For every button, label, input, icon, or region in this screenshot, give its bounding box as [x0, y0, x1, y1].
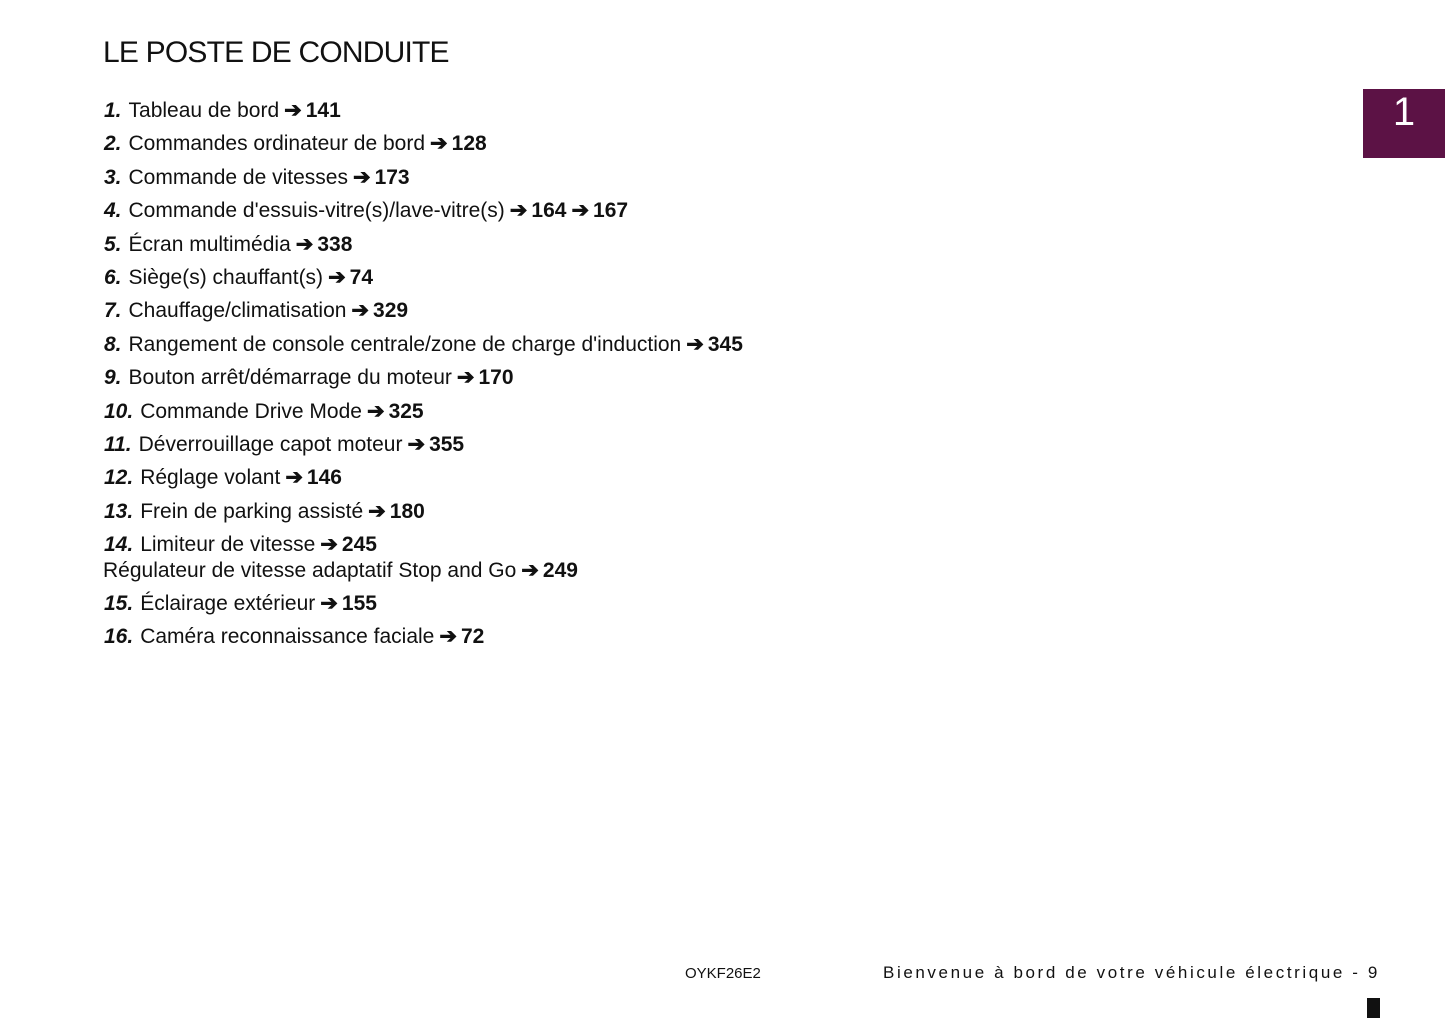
item-label: Bouton arrêt/démarrage du moteur [128, 366, 452, 390]
arrow-right-icon: ➔ [285, 466, 303, 490]
item-label: Réglage volant [140, 466, 281, 490]
item-number: 10. [104, 399, 134, 423]
item-label: Tableau de bord [128, 99, 280, 122]
page-reference-link[interactable]: 170 [478, 366, 514, 390]
arrow-right-icon: ➔ [456, 366, 475, 390]
page-reference-link[interactable]: 325 [388, 399, 424, 423]
page-reference-link[interactable]: 72 [460, 625, 485, 649]
page-reference-link[interactable]: 74 [349, 266, 374, 290]
item-number: 3. [104, 165, 122, 189]
list-item [104, 228, 743, 261]
page-reference-link[interactable]: 338 [317, 232, 353, 256]
item-number: 1. [104, 99, 122, 122]
item-label: Caméra reconnaissance faciale [140, 625, 435, 649]
arrow-right-icon: ➔ [284, 99, 302, 122]
list-item [104, 620, 743, 653]
arrow-right-icon: ➔ [686, 332, 704, 356]
page-reference-link[interactable]: 146 [306, 466, 342, 490]
footer-text: Bienvenue à bord de votre véhicule électrique - 9 [883, 963, 1380, 982]
list-item [104, 428, 743, 461]
page-reference-link[interactable]: 355 [429, 433, 465, 457]
list-item [104, 395, 743, 428]
item-label: Commande Drive Mode [140, 399, 362, 423]
arrow-right-icon: ➔ [366, 399, 385, 423]
arrow-right-icon: ➔ [295, 232, 314, 256]
item-label: Siège(s) chauffant(s) [128, 266, 324, 290]
arrow-right-icon: ➔ [320, 533, 338, 557]
list-item [104, 495, 743, 528]
item-number: 9. [104, 366, 122, 390]
item-label: Commande d'essuis-vitre(s)/lave-vitre(s) [128, 199, 505, 223]
page-reference-link[interactable]: 155 [341, 591, 377, 615]
list-item [104, 194, 743, 227]
arrow-right-icon: ➔ [521, 558, 539, 582]
list-item [104, 127, 743, 160]
item-label: Écran multimédia [128, 232, 291, 256]
arrow-right-icon: ➔ [368, 499, 386, 523]
list-item [103, 528, 743, 582]
arrow-right-icon: ➔ [352, 165, 371, 189]
item-number: 2. [104, 132, 122, 156]
item-number: 13. [104, 499, 134, 523]
item-number: 8. [104, 332, 122, 356]
item-number: 5. [104, 232, 122, 256]
item-number: 15. [104, 591, 134, 615]
page-reference-link[interactable]: 249 [542, 558, 578, 582]
item-label: Rangement de console centrale/zone de charge d'induction [128, 332, 682, 356]
item-continuation [103, 558, 743, 582]
item-label: Frein de parking assisté [140, 499, 364, 523]
page-reference-link[interactable]: 164 [531, 199, 567, 223]
list-item [104, 328, 743, 361]
arrow-right-icon: ➔ [328, 266, 346, 290]
item-label: Déverrouillage capot moteur [138, 433, 403, 457]
arrow-right-icon: ➔ [351, 299, 370, 323]
list-item [104, 161, 743, 194]
arrow-right-icon: ➔ [509, 199, 528, 223]
arrow-right-icon: ➔ [430, 132, 448, 156]
list-item [104, 461, 743, 494]
list-item [104, 294, 743, 327]
page-reference-link[interactable]: 141 [305, 99, 341, 122]
continuation-label: Régulateur de vitesse adaptatif Stop and Go [103, 558, 517, 582]
page-reference-link[interactable]: 245 [341, 533, 377, 557]
list-item [104, 261, 743, 294]
item-number: 12. [104, 466, 134, 490]
arrow-right-icon: ➔ [407, 433, 426, 457]
page-edge-marker [1367, 998, 1380, 1018]
item-label: Limiteur de vitesse [140, 533, 316, 557]
item-number: 14. [104, 533, 134, 557]
page-reference-link[interactable]: 329 [373, 299, 409, 323]
item-label: Commandes ordinateur de bord [128, 132, 426, 156]
item-number: 6. [104, 266, 122, 290]
arrow-right-icon: ➔ [439, 625, 457, 649]
page-title: LE POSTE DE CONDUITE [103, 36, 449, 69]
contents-list [104, 94, 743, 654]
item-number: 4. [104, 199, 122, 223]
item-number: 7. [104, 299, 122, 323]
list-item [104, 587, 743, 620]
item-label: Chauffage/climatisation [128, 299, 347, 323]
item-number: 16. [104, 625, 134, 649]
item-label: Commande de vitesses [128, 165, 348, 189]
chapter-tab[interactable] [1363, 89, 1445, 158]
list-item [104, 361, 743, 394]
page-reference-link[interactable]: 128 [451, 132, 487, 156]
arrow-right-icon: ➔ [320, 591, 338, 615]
item-label: Éclairage extérieur [140, 591, 316, 615]
page-reference-link[interactable]: 180 [389, 499, 425, 523]
page-reference-link[interactable]: 345 [707, 332, 743, 356]
arrow-right-icon: ➔ [571, 199, 590, 223]
list-item [104, 94, 743, 127]
document-code: OYKF26E2 [685, 965, 761, 982]
page-reference-link[interactable]: 167 [593, 199, 629, 223]
chapter-number: 1 [1392, 90, 1416, 134]
page-reference-link[interactable]: 173 [374, 165, 410, 189]
item-number: 11. [104, 433, 132, 457]
